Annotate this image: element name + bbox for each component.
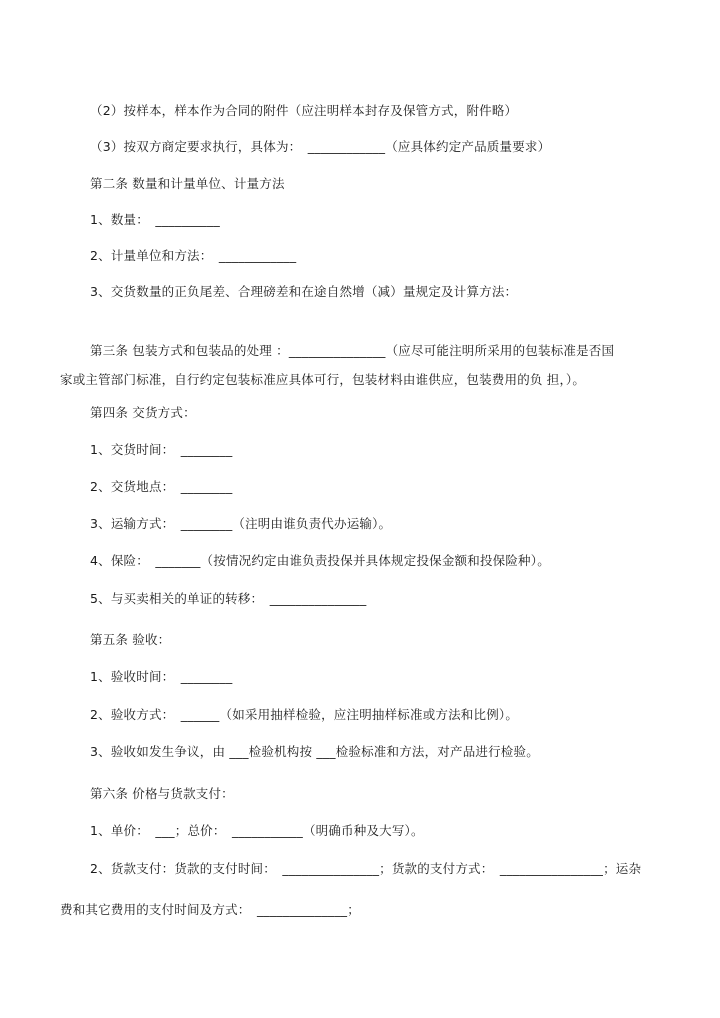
payment-line: 2、货款支付：货款的支付时间： _______________；货款的支付方式： ________________；运杂 [90,861,642,876]
clause-item-sample: （2）按样本，样本作为合同的附件（应注明样本封存及保管方式，附件略） [90,103,518,118]
article-5-heading: 第五条 验收： [90,632,171,647]
documents-transfer-line: 5、与买卖相关的单证的转移： _______________ [90,591,367,606]
clause-item-agreed-requirements: （3）按双方商定要求执行，具体为： ____________（应具体约定产品质量要求） [90,139,551,154]
inspection-time-line: 1、验收时间： ________ [90,669,233,684]
unit-method-line: 2、计量单位和方法： ____________ [90,248,297,263]
payment-continuation: 费和其它费用的支付时间及方式： ______________； [60,902,360,917]
article-2-heading: 第二条 数量和计量单位、计量方法 [90,176,285,191]
transport-line: 3、运输方式： ________（注明由谁负责代办运输）。 [90,516,392,531]
price-line: 1、单价： ___；总价： ___________（明确币种及大写）。 [90,823,424,838]
article-3-continuation: 家或主管部门标准，自行约定包装标准应具体可行，包装材料由谁供应，包装费用的负 担，）。 [60,372,586,387]
inspection-method-line: 2、验收方式： ______（如采用抽样检验，应注明抽样标准或方法和比例）。 [90,707,519,722]
insurance-line: 4、保险： _______（按情况约定由谁负责投保并具体规定投保金额和投保险种）。 [90,553,550,568]
quantity-line: 1、数量： __________ [90,212,220,227]
article-4-heading: 第四条 交货方式： [90,405,196,420]
inspection-dispute-line: 3、验收如发生争议，由 ___检验机构按 ___检验标准和方法，对产品进行检验。 [90,744,539,759]
delivery-time-line: 1、交货时间： ________ [90,442,233,457]
tolerance-line: 3、交货数量的正负尾差、合理磅差和在途自然增（减）量规定及计算方法： [90,284,518,299]
delivery-place-line: 2、交货地点： ________ [90,479,233,494]
article-3-line: 第三条 包装方式和包装品的处理 ：_______________（应尽可能注明所采用的包装标准是否国 [90,343,615,358]
article-6-heading: 第六条 价格与货款支付： [90,786,234,801]
